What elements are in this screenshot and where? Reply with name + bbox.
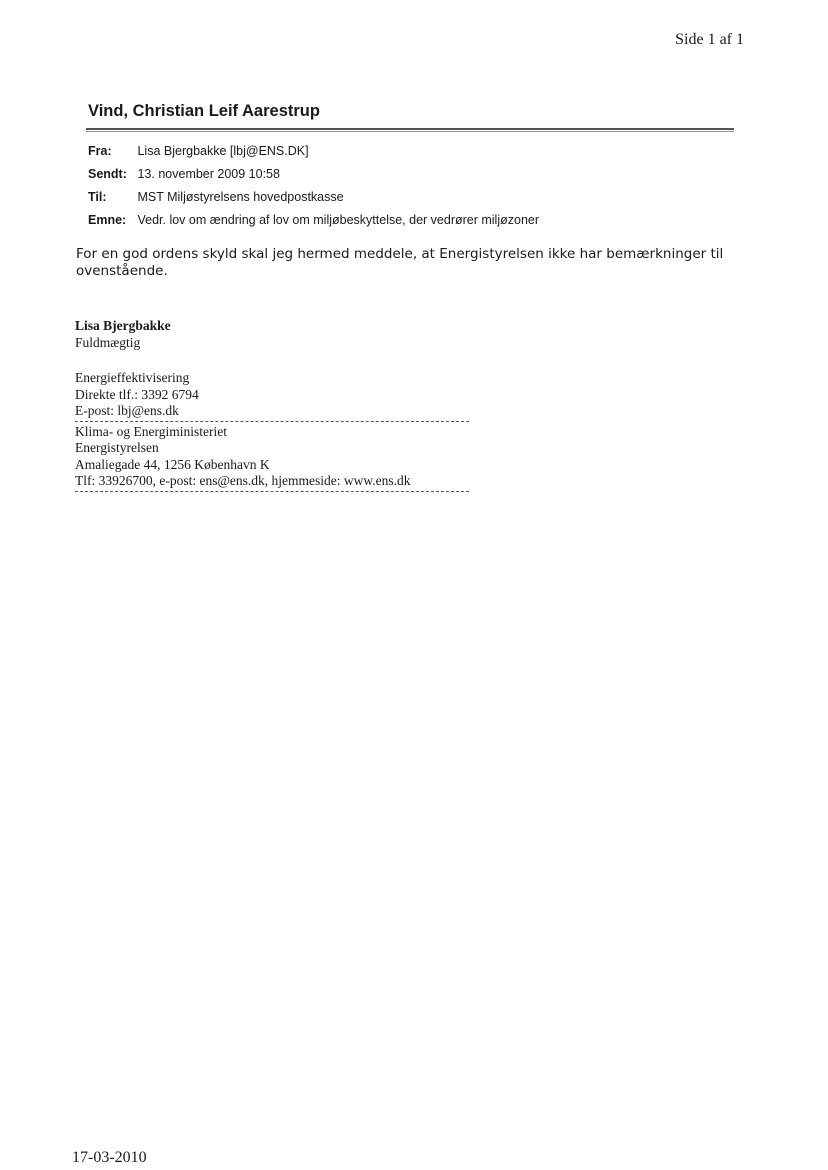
- signature-divider-top: [75, 421, 469, 422]
- signature-email: E-post: lbj@ens.dk: [75, 403, 179, 418]
- print-date: 17-03-2010: [72, 1149, 147, 1166]
- email-headers: [88, 140, 539, 232]
- signature-department: Energieffektivisering: [75, 370, 190, 385]
- header-from: [88, 140, 539, 163]
- header-sent-value: 13. november 2009 10:58: [137, 167, 280, 181]
- signature-address: Amaliegade 44, 1256 København K: [75, 456, 270, 472]
- signature-contact: Tlf: 33926700, e-post: ens@ens.dk, hjemmeside: www.ens.dk: [75, 473, 411, 488]
- header-subject: [88, 209, 539, 232]
- header-sent: [88, 163, 539, 186]
- signature-title: Fuldmægtig: [75, 334, 141, 350]
- header-to: [88, 186, 539, 209]
- header-subject-value: Vedr. lov om ændring af lov om miljøbeskyttelse, der vedrører miljøzoner: [137, 213, 540, 227]
- header-to-value: MST Miljøstyrelsens hovedpostkasse: [137, 190, 344, 204]
- header-sent-label: Sendt:: [88, 167, 127, 181]
- title-divider: [86, 128, 734, 130]
- page-number: Side 1 af 1: [675, 31, 744, 48]
- signature-block: [75, 318, 469, 494]
- signature-ministry: Klima- og Energiministeriet: [75, 423, 227, 439]
- signature-name: Lisa Bjergbakke: [75, 318, 171, 333]
- header-to-label: Til:: [88, 190, 107, 204]
- header-from-value: Lisa Bjergbakke [lbj@ENS.DK]: [137, 144, 309, 158]
- title-divider-secondary: [86, 131, 734, 132]
- header-subject-label: Emne:: [88, 213, 127, 227]
- mail-owner-title: Vind, Christian Leif Aarestrup: [88, 102, 320, 120]
- signature-divider-bottom: [75, 491, 469, 492]
- signature-phone: Direkte tlf.: 3392 6794: [75, 386, 199, 402]
- signature-agency: Energistyrelsen: [75, 440, 159, 455]
- header-from-label: Fra:: [88, 144, 112, 158]
- email-body: For en god ordens skyld skal jeg hermed meddele, at Energistyrelsen ikke har bemærkninger til ovenstående.: [76, 246, 724, 279]
